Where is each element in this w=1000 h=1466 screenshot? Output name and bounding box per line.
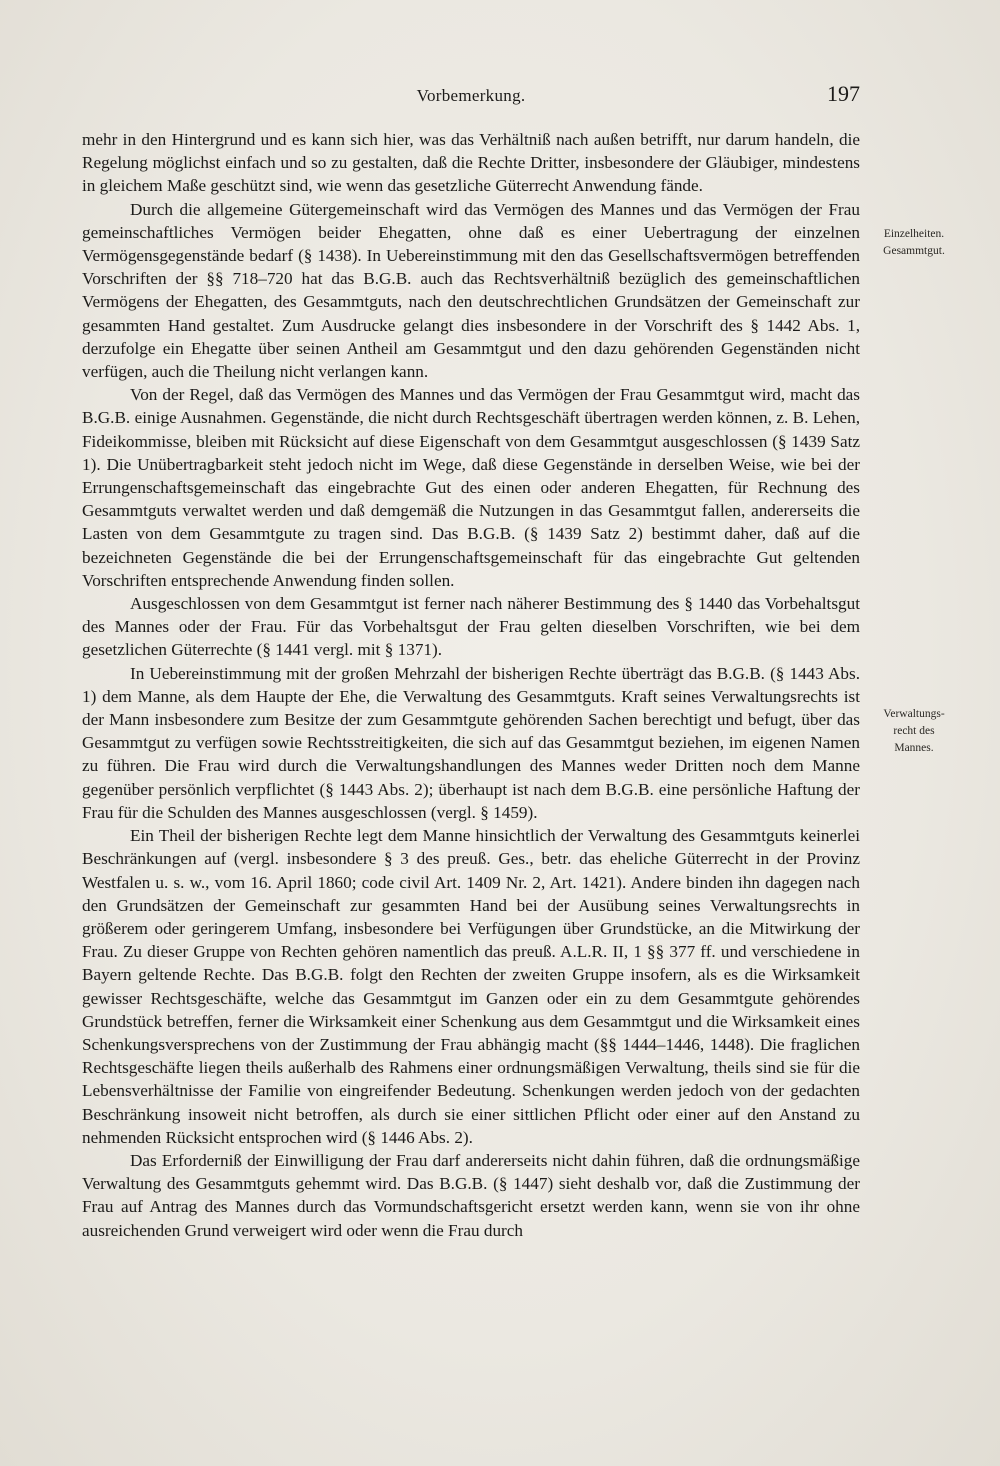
page-number: 197 [827,81,860,106]
paragraph: Von der Regel, daß das Vermögen des Mannes und das Vermögen der Frau Gesammtgut wird, macht das B.G.B. einige Ausnahmen. Gegenstände, die nicht durch Rechtsgeschäft übertragen werden können, z. B. Lehen, Fideikommisse, bleiben mit Rücksicht auf diese Eigenschaft von dem Gesammtgut ausgeschlossen (§ 1439 Satz 1). Die Unübertragbarkeit steht jedoch nicht im Wege, daß diese Gegenstände in derselben Weise, wie bei der Errungenschaftsgemeinschaft das eingebrachte Gut des einen oder anderen Ehegatten, für Rechnung des Gesammtguts verwaltet werden und daß demgemäß die Nutzungen in das Gesammtgut fallen, andererseits die Lasten von dem Gesammtgute zu tragen sind. Das B.G.B. (§ 1439 Satz 2) bestimmt daher, daß auf die bezeichneten Gegenstände die bei der Errungenschaftsgemeinschaft für das eingebrachte Gut geltenden Vorschriften entsprechende Anwendung finden sollen. [82,385,860,590]
running-head: Vorbemerkung. [416,86,526,105]
marginal-note-line: Gesammtgut. [883,245,945,257]
paragraph: mehr in den Hintergrund und es kann sich hier, was das Verhältniß nach außen betrifft, nur darum handeln, die Regelung möglichst einfach und so zu gestalten, daß die Rechte Dritter, insbesondere der Gläubiger, mindestens in gleichem Maße geschützt sind, wie wenn das gesetzliche Güterrecht Anwendung fände. [82,130,860,196]
paragraph: Ein Theil der bisherigen Rechte legt dem Manne hinsichtlich der Verwaltung des Gesammtguts keinerlei Beschränkungen auf (vergl. insbesondere § 3 des preuß. Ges., betr. das eheliche Güterrecht in der Provinz Westfalen u. s. w., vom 16. April 1860; code civil Art. 1409 Nr. 2, Art. 1421). Andere binden ihn dagegen nach den Grundsätzen der Gemeinschaft zur gesammten Hand bei der Ausübung seines Verwaltungsrechts in größerem oder geringerem Umfang, insbesondere bei Verfügungen über Grundstücke, an die Mitwirkung der Frau. Zu dieser Gruppe von Rechten gehören namentlich das preuß. A.L.R. II, 1 §§ 377 ff. und verschiedene in Bayern geltende Rechte. Das B.G.B. folgt den Rechten der zweiten Gruppe insofern, als es die Wirksamkeit gewisser Rechtsgeschäfte, welche das Gesammtgut im Ganzen oder ein zu dem Gesammtgute gehörendes Grundstück betreffen, ferner die Wirksamkeit einer Schenkung aus dem Gesammtgut und die Wirksamkeit eines Schenkungsversprechens von der Zustimmung der Frau abhängig macht (§§ 1444–1446, 1448). Die fraglichen Rechtsgeschäfte liegen theils außerhalb des Rahmens einer ordnungsmäßigen Verwaltung, theils sind sie für die Lebensverhältnisse der Familie von eingreifender Bedeutung. Schenkungen werden jedoch von der gedachten Beschränkung insoweit nicht betroffen, als durch sie einer sittlichen Pflicht oder einer auf den Anstand zu nehmenden Rücksicht entsprochen wird (§ 1446 Abs. 2). [82,826,860,1147]
marginal-note-line: Einzelheiten. [883,228,945,240]
page-header [82,81,860,114]
marginal-note-einzelheiten [866,226,962,260]
body-text [82,128,860,1242]
marginal-note-verwaltungsrecht [866,706,962,757]
paragraph: Ausgeschlossen von dem Gesammtgut ist ferner nach näherer Bestimmung des § 1440 das Vorbehaltsgut des Mannes oder der Frau. Für das Vorbehaltsgut der Frau gelten dieselben Vorschriften, wie bei dem gesetzlichen Güterrechte (§ 1441 vergl. mit § 1371). [82,594,860,660]
marginal-note-line: Verwaltungs- [883,708,945,720]
marginal-note-line: Mannes. [894,742,934,754]
paragraph: Das Erforderniß der Einwilligung der Frau darf andererseits nicht dahin führen, daß die ordnungsmäßige Verwaltung des Gesammtguts gehemmt wird. Das B.G.B. (§ 1447) sieht deshalb vor, daß die Zustimmung der Frau auf Antrag des Mannes durch das Vormundschaftsgericht ersetzt werden kann, wenn sie von ihr ohne ausreichenden Grund verweigert wird oder wenn die Frau durch [82,1150,860,1240]
marginal-note-line: recht des [893,725,935,737]
paragraph: Durch die allgemeine Gütergemeinschaft wird das Vermögen des Mannes und das Vermögen der Frau gemeinschaftliches Vermögen beider Ehegatten, ohne daß es einer Uebertragung der einzelnen Vermögensgegenstände bedarf (§ 1438). In Uebereinstimmung mit den das Gesellschaftsvermögen betreffenden Vorschriften der §§ 718–720 hat das B.G.B. auch das Rechtsverhältniß bezüglich des gemeinschaftlichen Vermögens der Ehegatten, des Gesammtguts, nach den deutschrechtlichen Grundsätzen der Gemeinschaft zur gesammten Hand gestaltet. Zum Ausdrucke gelangt dies insbesondere in der Vorschrift des § 1442 Abs. 1, derzufolge ein Ehegatte über seinen Antheil am Gesammtgut und den dazu gehörenden Gegenständen nicht verfügen, auch die Theilung nicht verlangen kann. [82,199,860,382]
paragraph: In Uebereinstimmung mit der großen Mehrzahl der bisherigen Rechte überträgt das B.G.B. (§ 1443 Abs. 1) dem Manne, als dem Haupte der Ehe, die Verwaltung des Gesammtguts. Kraft seines Verwaltungsrechts ist der Mann insbesondere zum Besitze der zum Gesammtgute gehörenden Sachen berechtigt und befugt, über das Gesammtgut zu verfügen sowie Rechtsstreitigkeiten, die sich auf das Gesammtgut beziehen, im eigenen Namen zu führen. Die Frau wird durch die Verwaltungshandlungen des Mannes weder Dritten noch dem Manne gegenüber persönlich verpflichtet (§ 1443 Abs. 2); überhaupt ist nach dem B.G.B. eine persönliche Haftung der Frau für die Schulden des Mannes ausgeschlossen (vergl. § 1459). [82,663,860,822]
